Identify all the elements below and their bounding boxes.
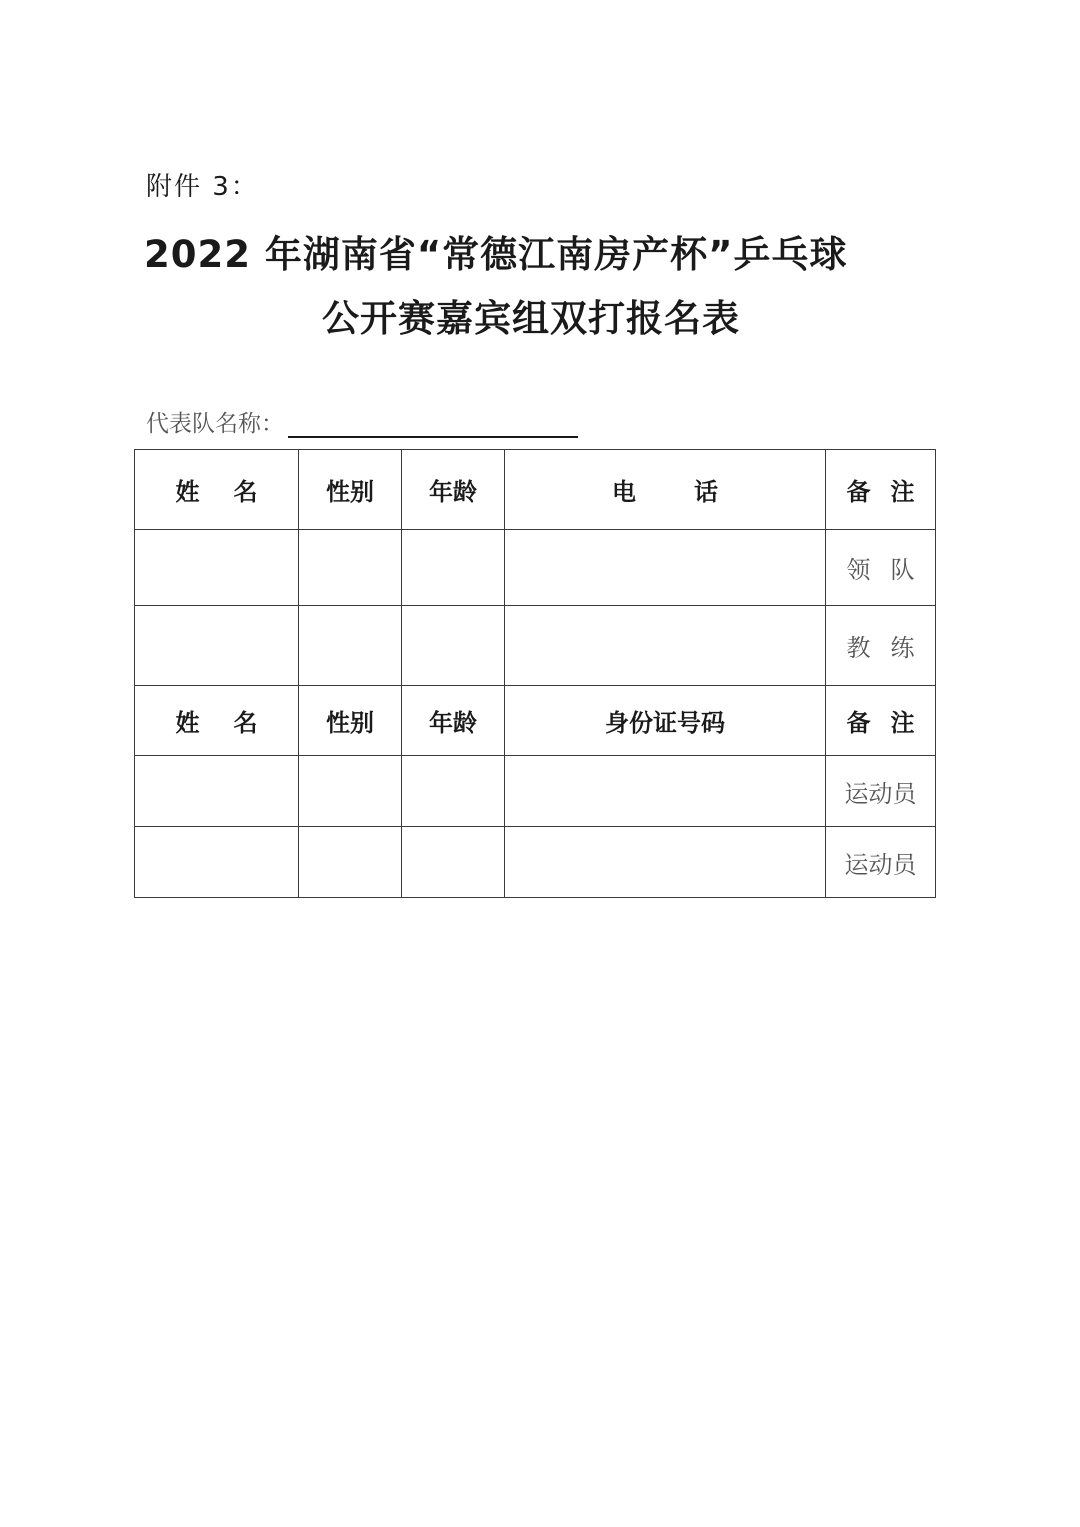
header-row-2 xyxy=(135,686,936,756)
id-number-cell[interactable] xyxy=(505,756,826,827)
phone-cell[interactable] xyxy=(505,530,826,606)
header-id-number: 身份证号码 xyxy=(505,686,826,756)
header-age: 年龄 xyxy=(402,686,505,756)
header-phone: 电话 xyxy=(505,450,826,530)
note-cell: 运动员 xyxy=(826,827,936,898)
header-gender: 性别 xyxy=(299,686,402,756)
age-cell[interactable] xyxy=(402,827,505,898)
name-cell[interactable] xyxy=(135,756,299,827)
age-cell[interactable] xyxy=(402,606,505,686)
team-name-row xyxy=(146,405,578,438)
header-note: 备注 xyxy=(826,686,936,756)
table-row xyxy=(135,756,936,827)
name-cell[interactable] xyxy=(135,606,299,686)
id-number-cell[interactable] xyxy=(505,827,826,898)
title-line-1: 2022 年湖南省“常德江南房产杯”乒乓球 xyxy=(144,233,848,276)
title-line-2: 公开赛嘉宾组双打报名表 xyxy=(322,297,740,340)
header-gender: 性别 xyxy=(299,450,402,530)
header-row-1 xyxy=(135,450,936,530)
table-row xyxy=(135,530,936,606)
header-name: 姓名 xyxy=(135,686,299,756)
gender-cell[interactable] xyxy=(299,606,402,686)
table-row xyxy=(135,606,936,686)
age-cell[interactable] xyxy=(402,756,505,827)
registration-table xyxy=(134,449,936,898)
name-cell[interactable] xyxy=(135,827,299,898)
note-cell: 教练 xyxy=(826,606,936,686)
header-note: 备注 xyxy=(826,450,936,530)
phone-cell[interactable] xyxy=(505,606,826,686)
name-cell[interactable] xyxy=(135,530,299,606)
team-name-label: 代表队名称： xyxy=(146,411,284,437)
attachment-label: 附件 3： xyxy=(146,172,259,202)
note-cell: 运动员 xyxy=(826,756,936,827)
team-name-blank[interactable] xyxy=(288,408,578,438)
header-name: 姓名 xyxy=(135,450,299,530)
header-age: 年龄 xyxy=(402,450,505,530)
gender-cell[interactable] xyxy=(299,530,402,606)
table-row xyxy=(135,827,936,898)
gender-cell[interactable] xyxy=(299,756,402,827)
note-cell: 领队 xyxy=(826,530,936,606)
age-cell[interactable] xyxy=(402,530,505,606)
gender-cell[interactable] xyxy=(299,827,402,898)
